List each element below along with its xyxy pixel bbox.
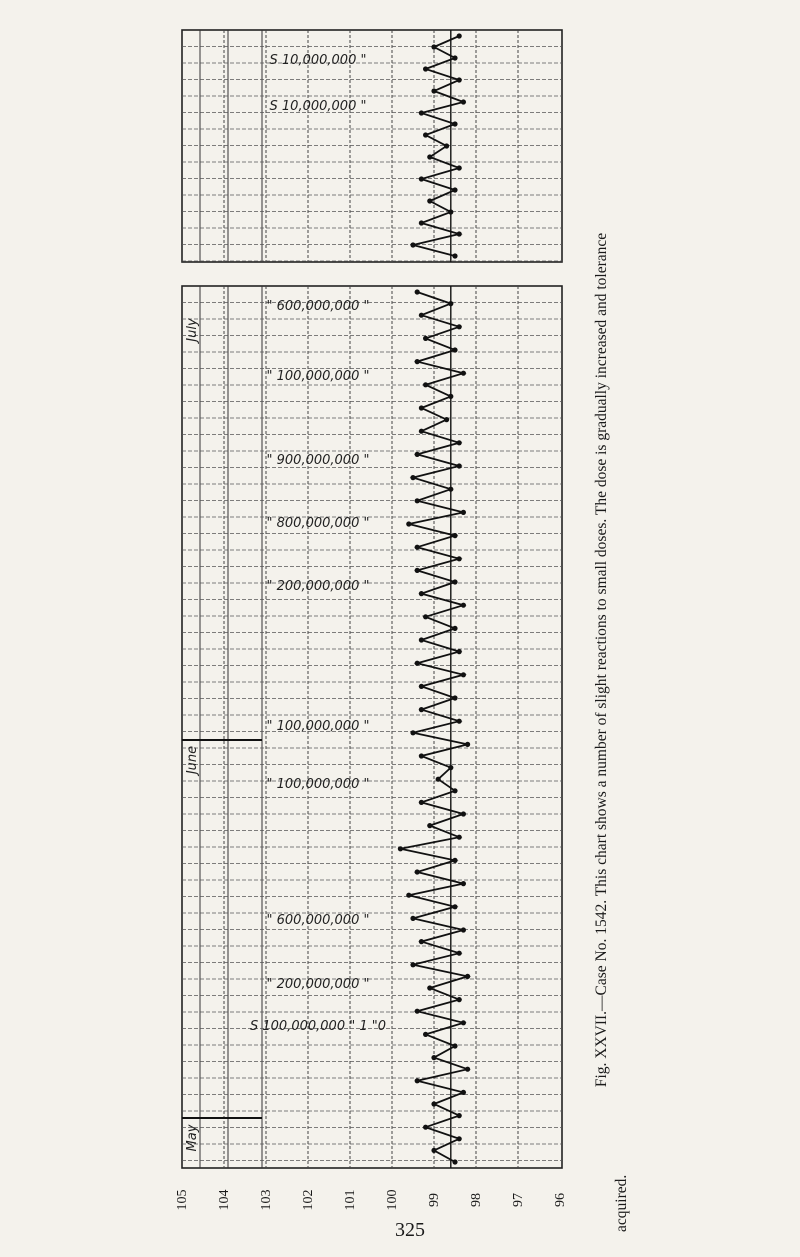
temperature-reading-point: [419, 637, 424, 642]
temperature-tick-label: 104: [217, 1189, 232, 1211]
temperature-tick-group: [259, 1190, 274, 1211]
temperature-reading-point: [457, 1136, 462, 1141]
temperature-reading-point: [457, 649, 462, 654]
temperature-tick-label: 101: [343, 1189, 358, 1211]
figure-caption-line-2: acquired.: [613, 1174, 630, 1232]
temperature-reading-point: [452, 55, 457, 60]
dose-label-group: [267, 777, 370, 792]
dose-label: " 100,000,000 ": [266, 369, 370, 384]
dose-label-group: [267, 579, 370, 594]
page-number: 325: [395, 1219, 425, 1241]
dose-label: S 100,000,000 " 1 "0: [250, 1019, 386, 1034]
temperature-reading-point: [415, 452, 420, 457]
temperature-reading-point: [452, 253, 457, 258]
temperature-reading-point: [410, 916, 415, 921]
temperature-reading-point: [448, 394, 453, 399]
temperature-reading-point: [423, 66, 428, 71]
temperature-reading-point: [406, 521, 411, 526]
temperature-reading-point: [431, 1101, 436, 1106]
temperature-reading-point: [419, 800, 424, 805]
dose-label-group: [267, 516, 370, 531]
temperature-tick-label: 99: [427, 1193, 442, 1207]
temperature-reading-point: [461, 99, 466, 104]
temperature-reading-point: [461, 811, 466, 816]
temperature-grid: [182, 30, 562, 1168]
temperature-reading-point: [457, 440, 462, 445]
month-label-group: [185, 746, 200, 777]
temperature-reading-point: [457, 324, 462, 329]
temperature-reading-point: [457, 997, 462, 1002]
month-label-group: [185, 318, 200, 345]
temperature-reading-point: [448, 487, 453, 492]
dose-label-group: [267, 299, 370, 314]
temperature-reading-point: [415, 1009, 420, 1014]
temperature-reading-point: [423, 132, 428, 137]
temperature-reading-point: [419, 429, 424, 434]
temperature-tick-group: [343, 1190, 358, 1211]
temperature-tick-group: [427, 1193, 442, 1207]
temperature-reading-point: [415, 498, 420, 503]
dose-label-group: [267, 369, 370, 384]
temperature-tick-label: 96: [553, 1193, 568, 1207]
temperature-reading-point: [461, 672, 466, 677]
temperature-tick-label: 97: [511, 1193, 526, 1207]
temperature-reading-point: [457, 33, 462, 38]
chart-frame: [182, 30, 562, 262]
temperature-reading-point: [419, 220, 424, 225]
temperature-reading-point: [427, 823, 432, 828]
month-label-group: [185, 1124, 200, 1151]
temperature-tick-group: [469, 1193, 484, 1207]
dose-label: " 800,000,000 ": [266, 516, 370, 531]
temperature-reading-point: [431, 44, 436, 49]
temperature-reading-point: [431, 1055, 436, 1060]
temperature-reading-point: [436, 777, 441, 782]
temperature-reading-point: [452, 1043, 457, 1048]
temperature-tick-group: [301, 1190, 316, 1211]
dose-label-group: [267, 977, 370, 992]
temperature-reading-point: [419, 110, 424, 115]
dose-label: " 100,000,000 ": [266, 719, 370, 734]
temperature-reading-point: [423, 382, 428, 387]
temperature-reading-point: [461, 1090, 466, 1095]
temperature-reading-point: [461, 927, 466, 932]
temperature-reading-point: [461, 881, 466, 886]
dose-label: S 10,000,000 ": [269, 99, 367, 114]
temperature-reading-point: [457, 719, 462, 724]
dose-label: " 900,000,000 ": [266, 453, 370, 468]
temperature-axis-ticks: [175, 1190, 568, 1211]
dose-label-group: [270, 99, 367, 114]
temperature-reading-point: [410, 730, 415, 735]
dose-label-group: [267, 719, 370, 734]
temperature-reading-point: [415, 568, 420, 573]
temperature-reading-point: [427, 154, 432, 159]
dose-label-group: [267, 453, 370, 468]
temperature-reading-point: [419, 707, 424, 712]
figure-caption: [593, 233, 630, 1232]
temperature-reading-point: [457, 835, 462, 840]
temperature-reading-point: [419, 684, 424, 689]
temperature-reading-point: [457, 463, 462, 468]
temperature-reading-point: [452, 1159, 457, 1164]
month-label: July: [185, 318, 200, 342]
temperature-tick-label: 98: [469, 1193, 484, 1207]
temperature-reading-point: [423, 1032, 428, 1037]
temperature-tick-group: [385, 1190, 400, 1211]
temperature-reading-point: [457, 77, 462, 82]
temperature-reading-point: [431, 1148, 436, 1153]
temperature-tick-label: 102: [301, 1189, 316, 1211]
temperature-tick-group: [511, 1193, 526, 1207]
temperature-reading-point: [452, 904, 457, 909]
dose-label-group: [270, 53, 367, 68]
figure-caption-line-1: Fig. XXVII.—Case No. 1542. This chart shows a number of slight reactions to small doses. The dose is gradually increased and tolerance: [593, 232, 610, 1088]
temperature-reading-point: [448, 765, 453, 770]
temperature-reading-point: [427, 198, 432, 203]
temperature-reading-point: [457, 951, 462, 956]
temperature-tick-group: [175, 1190, 190, 1211]
temperature-tick-group: [217, 1190, 232, 1211]
temperature-reading-point: [465, 742, 470, 747]
temperature-reading-point: [406, 893, 411, 898]
temperature-reading-point: [419, 313, 424, 318]
temperature-reading-point: [415, 869, 420, 874]
temperature-reading-point: [419, 753, 424, 758]
temperature-reading-point: [452, 858, 457, 863]
temperature-reading-point: [448, 301, 453, 306]
temperature-reading-point: [431, 88, 436, 93]
temperature-reading-point: [423, 336, 428, 341]
temperature-reading-point: [398, 846, 403, 851]
temperature-reading-point: [419, 591, 424, 596]
temperature-reading-point: [452, 579, 457, 584]
temperature-reading-point: [415, 545, 420, 550]
temperature-reading-point: [423, 614, 428, 619]
dose-label: " 200,000,000 ": [266, 579, 370, 594]
dose-labels: [250, 53, 386, 1034]
temperature-reading-point: [415, 289, 420, 294]
temperature-reading-point: [415, 661, 420, 666]
temperature-reading-point: [461, 1020, 466, 1025]
dose-label: " 100,000,000 ": [266, 777, 370, 792]
temperature-reading-point: [448, 209, 453, 214]
temperature-tick-group: [553, 1193, 568, 1207]
temperature-reading-point: [452, 347, 457, 352]
temperature-reading-point: [452, 533, 457, 538]
dose-label: " 200,000,000 ": [266, 977, 370, 992]
temperature-reading-point: [444, 417, 449, 422]
temperature-reading-point: [461, 603, 466, 608]
temperature-tick-label: 103: [259, 1189, 274, 1211]
temperature-reading-point: [461, 510, 466, 515]
temperature-reading-point: [419, 405, 424, 410]
temperature-reading-point: [410, 475, 415, 480]
temperature-reading-point: [419, 176, 424, 181]
temperature-reading-point: [461, 371, 466, 376]
temperature-tick-label: 100: [385, 1189, 400, 1211]
month-label: June: [185, 745, 200, 775]
temperature-reading-point: [452, 626, 457, 631]
temperature-reading-point: [457, 556, 462, 561]
temperature-reading-point: [419, 939, 424, 944]
temperature-reading-point: [452, 695, 457, 700]
temperature-reading-point: [444, 143, 449, 148]
temperature-tick-label: 105: [175, 1189, 190, 1211]
temperature-reading-point: [452, 788, 457, 793]
dose-label: " 600,000,000 ": [266, 913, 370, 928]
dose-label: " 600,000,000 ": [266, 299, 370, 314]
dose-label-group: [250, 1019, 386, 1034]
dose-label: S 10,000,000 ": [269, 53, 367, 68]
temperature-reading-point: [415, 359, 420, 364]
temperature-reading-point: [452, 187, 457, 192]
temperature-reading-point: [465, 974, 470, 979]
dose-label-group: [267, 913, 370, 928]
temperature-reading-point: [457, 1113, 462, 1118]
month-label: May: [185, 1124, 200, 1152]
temperature-reading-point: [457, 165, 462, 170]
temperature-reading-point: [427, 985, 432, 990]
temperature-reading-point: [410, 962, 415, 967]
temperature-reading-point: [465, 1067, 470, 1072]
temperature-reading-point: [410, 242, 415, 247]
temperature-reading-point: [423, 1125, 428, 1130]
temperature-reading-point: [452, 121, 457, 126]
temperature-reading-point: [415, 1078, 420, 1083]
temperature-reading-point: [457, 231, 462, 236]
